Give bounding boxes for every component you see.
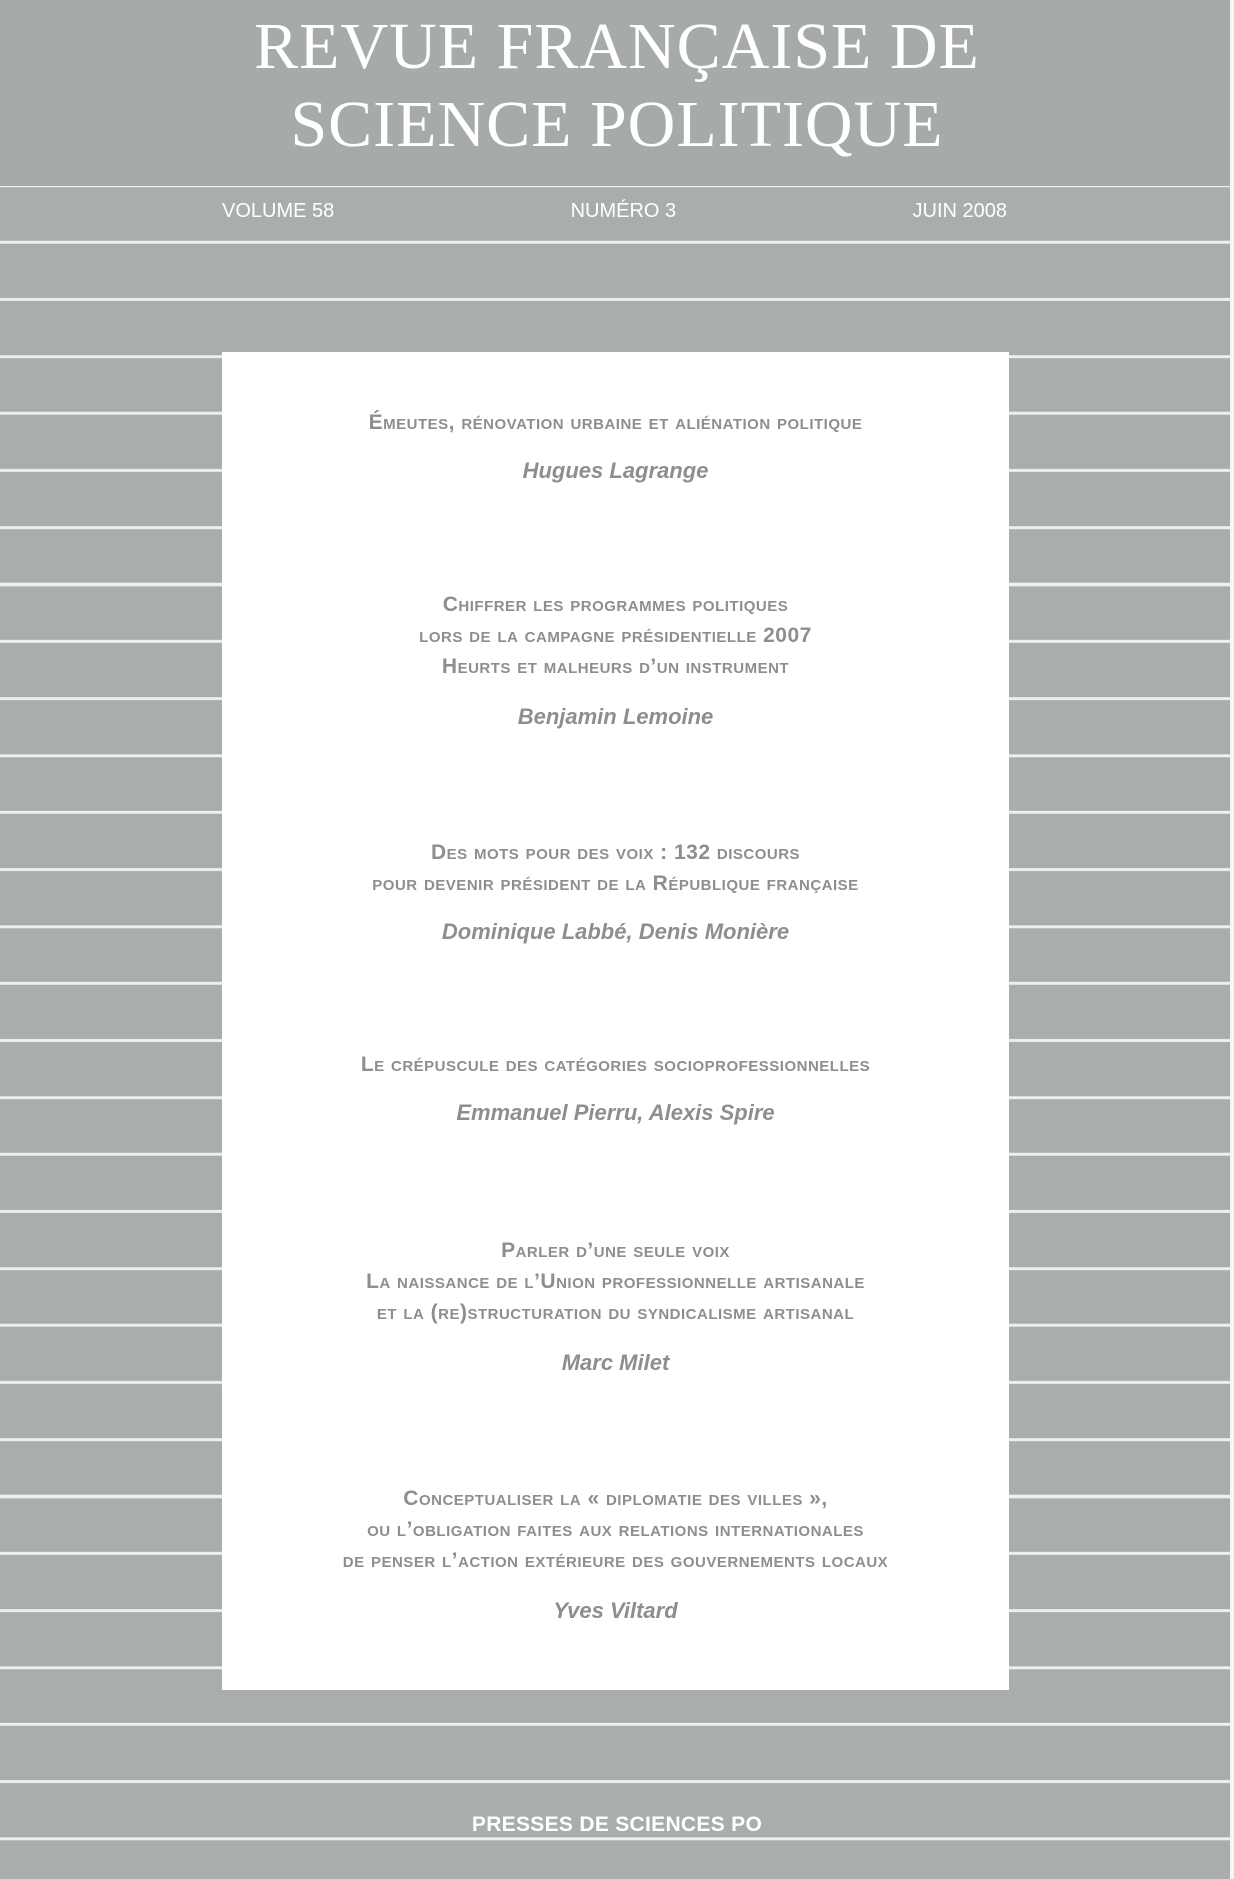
issue-info <box>222 200 1007 230</box>
issue-number-label: NUMÉRO 3 <box>570 200 677 222</box>
journal-title-line-1: REVUE FRANÇAISE DE <box>254 10 980 83</box>
article-title-line: Heurts et malheurs d’un instrument <box>441 655 790 678</box>
article-author: Hugues Lagrange <box>522 458 709 483</box>
article-4 <box>222 1049 1009 1128</box>
article-title-line: lors de la campagne présidentielle 2007 <box>419 624 812 647</box>
volume-label: VOLUME 58 <box>222 200 335 222</box>
article-title-line: pour devenir président de la République française <box>372 872 859 895</box>
article-title-line: Conceptualiser la « diplomatie des villes », <box>403 1487 828 1510</box>
article-title <box>222 589 1009 682</box>
journal-title-line-2: SCIENCE POLITIQUE <box>290 88 944 161</box>
article-1 <box>222 407 1009 486</box>
article-title <box>222 1235 1009 1328</box>
article-title <box>222 407 1009 438</box>
article-title-line: de penser l’action extérieure des gouvernements locaux <box>342 1549 889 1572</box>
article-title-line: ou l’obligation faites aux relations internationales <box>367 1518 864 1541</box>
article-title-line: Le crépuscule des catégories socioprofessionnelles <box>360 1053 871 1076</box>
article-author: Benjamin Lemoine <box>517 704 714 729</box>
article-author: Marc Milet <box>561 1350 670 1375</box>
journal-title <box>0 8 1234 164</box>
article-5 <box>222 1235 1009 1378</box>
issue-date-label: JUIN 2008 <box>912 200 1007 222</box>
article-title-line: Parler d’une seule voix <box>501 1239 730 1262</box>
article-title <box>222 837 1009 899</box>
table-of-contents <box>222 352 1009 1690</box>
article-6 <box>222 1483 1009 1626</box>
article-title-line: Chiffrer les programmes politiques <box>442 593 789 616</box>
article-title-line: Des mots pour des voix : 132 discours <box>430 841 801 864</box>
page-edge <box>1230 0 1234 1879</box>
article-author: Emmanuel Pierru, Alexis Spire <box>456 1100 775 1125</box>
article-title <box>222 1483 1009 1576</box>
article-title-line: La naissance de l’Union professionnelle artisanale <box>366 1270 865 1293</box>
article-title <box>222 1049 1009 1080</box>
article-3 <box>222 837 1009 947</box>
article-author: Dominique Labbé, Denis Monière <box>441 919 790 944</box>
article-title-line: Émeutes, rénovation urbaine et aliénation politique <box>368 411 863 434</box>
article-author: Yves Viltard <box>553 1598 678 1623</box>
publisher-name: PRESSES DE SCIENCES PO <box>471 1813 763 1836</box>
article-title-line: et la (re)structuration du syndicalisme artisanal <box>376 1301 855 1324</box>
article-2 <box>222 589 1009 732</box>
